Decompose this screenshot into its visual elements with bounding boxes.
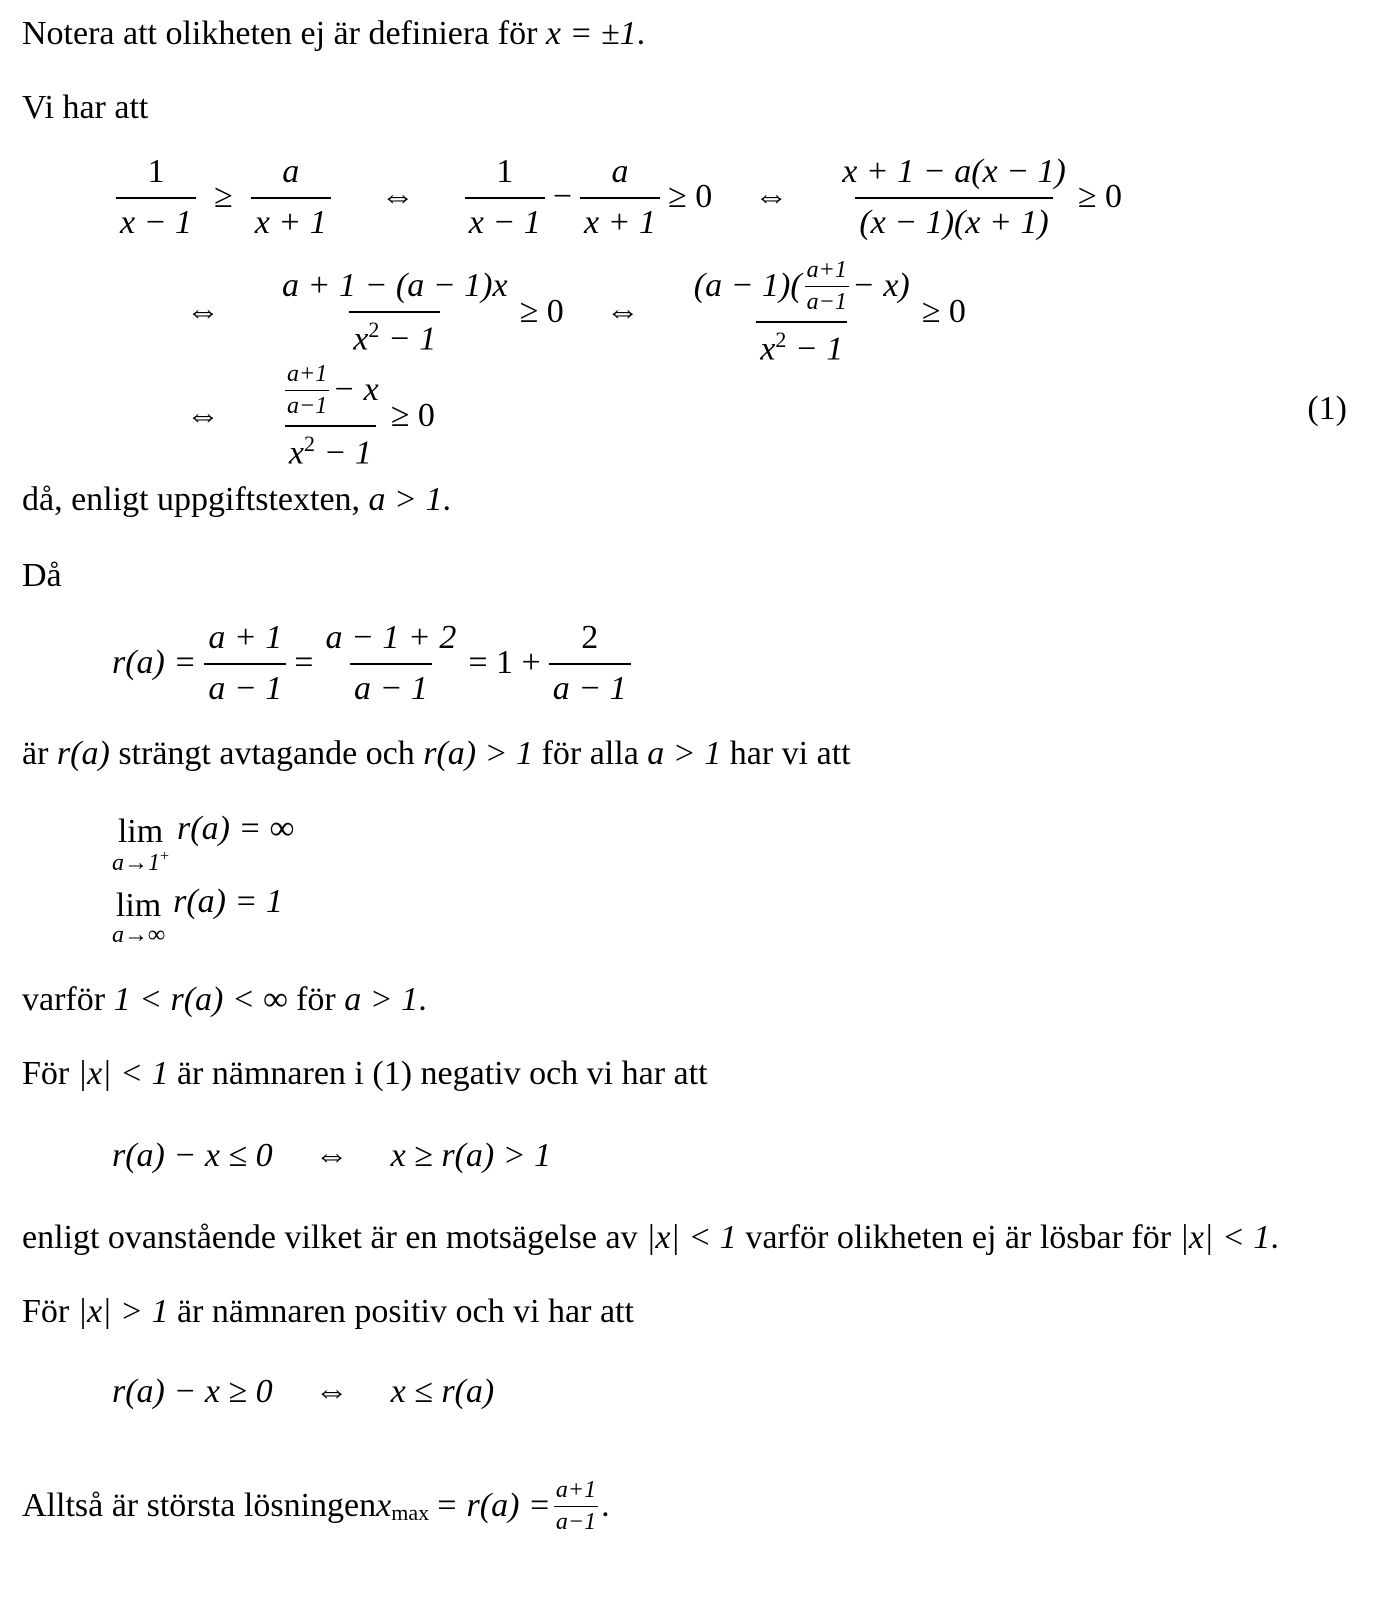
equation-row-1: $\frac{1}{x - 1}$ ≥ $\frac{a}{x + 1}$ ⇔ $\frac{1}{x - 1}$ − $\frac{a}{x + 1}$ ≥ 0 ⇔ $\frac{x + 1 - a(x - 1)}{(x - 1)(x + 1)}$ ≥ 0 bbox=[108, 152, 1122, 244]
equation-row-2: ⇔ $\frac{a + 1 - (a - 1)x}{x^2 - 1}$ ≥ 0 ⇔ (a − 1)( $\frac{a+1}{a-1}$ − x) $x^2 - 1$ ≥ 0 bbox=[186, 256, 966, 370]
para-abs-x-less-1: För |x| < 1 är nämnaren i (1) negativ och vi har att bbox=[22, 1055, 708, 1092]
iff-symbol: ⇔ bbox=[380, 178, 415, 216]
fraction-1-over-x-minus-1: $\frac{1}{x - 1}$ bbox=[116, 152, 196, 244]
fraction-a-over-x-plus-1: $\frac{a}{x + 1}$ bbox=[580, 152, 660, 244]
para-contradiction: enligt ovanstående vilket är en motsägelse av |x| < 1 varför olikheten ej är lösbar för |x| < 1. bbox=[22, 1219, 1279, 1256]
fraction-row2a: $\frac{a + 1 - (a - 1)x}{x^2 - 1}$ bbox=[278, 266, 512, 360]
iff-symbol: ⇔ bbox=[314, 1137, 349, 1174]
fraction-r3: $\frac{2}{a - 1}$ bbox=[549, 618, 631, 710]
fraction-row3: $\frac{a+1}{a-1}$ − x $x^2 - 1$ bbox=[278, 360, 383, 474]
limit-a-to-1: lim a→1+ r(a) = ∞ bbox=[112, 810, 295, 876]
fraction-r2: $\frac{a - 1 + 2}{a - 1}$ bbox=[321, 618, 460, 710]
iff-symbol: ⇔ bbox=[186, 293, 220, 331]
para-abs-x-greater-1: För |x| > 1 är nämnaren positiv och vi har att bbox=[22, 1293, 634, 1330]
iff-symbol: ⇔ bbox=[314, 1373, 349, 1410]
iff-symbol: ⇔ bbox=[605, 293, 640, 331]
equation-r-of-a: r(a) = $\frac{a + 1}{a - 1}$ = $\frac{a - 1 + 2}{a - 1}$ = 1 + $\frac{2}{a - 1}$ bbox=[112, 618, 639, 710]
math-x-pm1: x = ±1 bbox=[545, 15, 637, 52]
fraction-a-plus-1-over-a-minus-1: $\frac{a+1}{a-1}$ bbox=[806, 257, 847, 315]
para-undefined-note: Notera att olikheten ej är definiera för x = ±1. bbox=[22, 15, 646, 52]
inequality-1: r(a) − x ≤ 0 ⇔ x ≥ r(a) > 1 bbox=[112, 1136, 551, 1177]
iff-symbol: ⇔ bbox=[754, 178, 789, 216]
fraction-combined: $\frac{x + 1 - a(x - 1)}{(x - 1)(x + 1)}$ bbox=[838, 152, 1070, 244]
para-da: Då bbox=[22, 557, 62, 594]
iff-symbol: ⇔ bbox=[186, 397, 220, 435]
fraction-row2b: (a − 1)( $\frac{a+1}{a-1}$ − x) $x^2 - 1$ bbox=[690, 256, 914, 370]
fraction-xmax: $\frac{a+1}{a-1}$ bbox=[555, 1477, 597, 1535]
inequality-2: r(a) − x ≥ 0 ⇔ x ≤ r(a) bbox=[112, 1372, 494, 1413]
fraction-a-plus-1-over-a-minus-1: $\frac{a+1}{a-1}$ bbox=[287, 361, 328, 419]
equation-row-3: ⇔ $\frac{a+1}{a-1}$ − x $x^2 - 1$ ≥ 0 bbox=[186, 360, 435, 474]
fraction-a-over-x-plus-1: $\frac{a}{x + 1}$ bbox=[251, 152, 331, 244]
fraction-r1: $\frac{a + 1}{a - 1}$ bbox=[204, 618, 286, 710]
para-vi-har-att: Vi har att bbox=[22, 89, 149, 126]
equation-number: (1) bbox=[1307, 390, 1347, 427]
para-decreasing: är r(a) strängt avtagande och r(a) > 1 för alla a > 1 har vi att bbox=[22, 735, 851, 772]
limit-a-to-infinity: lim a→∞ r(a) = 1 bbox=[112, 883, 283, 948]
fraction-1-over-x-minus-1: $\frac{1}{x - 1}$ bbox=[465, 152, 545, 244]
para-conclusion: Alltså är största lösningen x $_{max}$ = r(a) = $\frac{a+1}{a-1}$ . bbox=[22, 1477, 610, 1535]
para-a-greater-1: då, enligt uppgiftstexten, a > 1. bbox=[22, 481, 451, 518]
para-varfor: varför 1 < r(a) < ∞ för a > 1. bbox=[22, 981, 427, 1018]
